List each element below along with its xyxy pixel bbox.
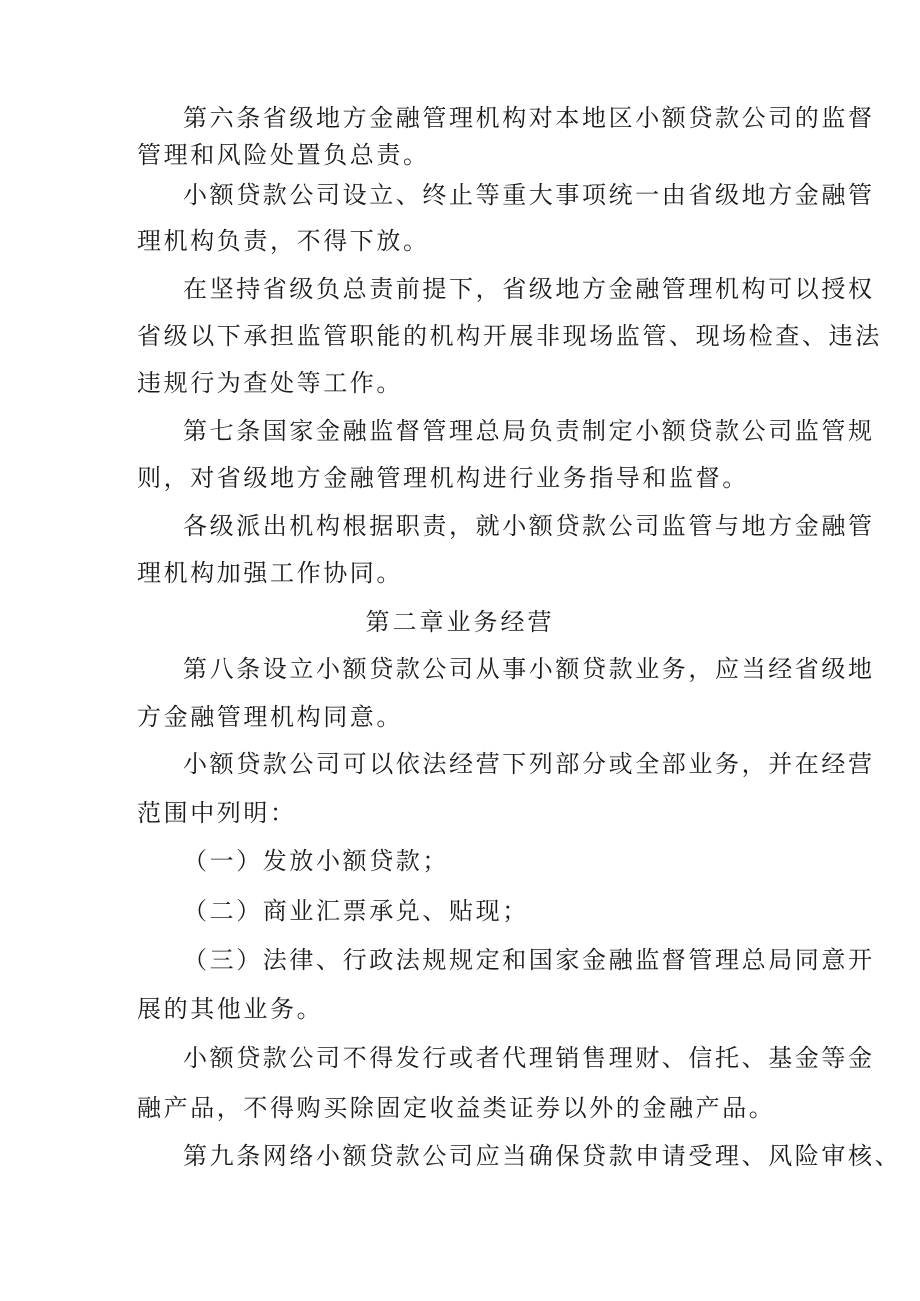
list-item: （三）法律、行政法规规定和国家金融监督管理总局同意开: [183, 946, 875, 974]
list-item: 展的其他业务。: [137, 995, 324, 1023]
paragraph-line: 理机构负责，不得下放。: [137, 227, 430, 255]
paragraph-line: 第九条网络小额贷款公司应当确保贷款申请受理、风险审核、: [183, 1142, 902, 1170]
paragraph-line: 在坚持省级负总责前提下，省级地方金融管理机构可以授权: [183, 275, 875, 303]
list-item: （二）商业汇票承兑、贴现；: [183, 897, 529, 925]
paragraph-line: 各级派出机构根据职责，就小额贷款公司监管与地方金融管: [183, 512, 875, 540]
paragraph-line: 小额贷款公司不得发行或者代理销售理财、信托、基金等金: [183, 1044, 875, 1072]
paragraph-line: 则，对省级地方金融管理机构进行业务指导和监督。: [137, 464, 749, 492]
paragraph-line: 范围中列明：: [137, 799, 297, 827]
paragraph-line: 理机构加强工作协同。: [137, 559, 403, 587]
paragraph-line: 第七条国家金融监督管理总局负责制定小额贷款公司监管规: [183, 417, 875, 445]
paragraph-line: 违规行为查处等工作。: [137, 369, 403, 397]
paragraph-line: 第六条省级地方金融管理机构对本地区小额贷款公司的监督: [183, 104, 875, 132]
paragraph-line: 第八条设立小额贷款公司从事小额贷款业务，应当经省级地: [183, 655, 875, 683]
paragraph-line: 小额贷款公司设立、终止等重大事项统一由省级地方金融管: [183, 181, 875, 209]
chapter-heading: 第二章业务经营: [365, 608, 555, 636]
paragraph-line: 方金融管理机构同意。: [137, 703, 403, 731]
paragraph-line: 省级以下承担监管职能的机构开展非现场监管、现场检查、违法: [137, 322, 882, 350]
paragraph-line: 管理和风险处置负总责。: [137, 141, 430, 169]
list-item: （一）发放小额贷款；: [183, 847, 449, 875]
paragraph-line: 融产品，不得购买除固定收益类证券以外的金融产品。: [137, 1094, 776, 1122]
paragraph-line: 小额贷款公司可以依法经营下列部分或全部业务，并在经营: [183, 750, 875, 778]
